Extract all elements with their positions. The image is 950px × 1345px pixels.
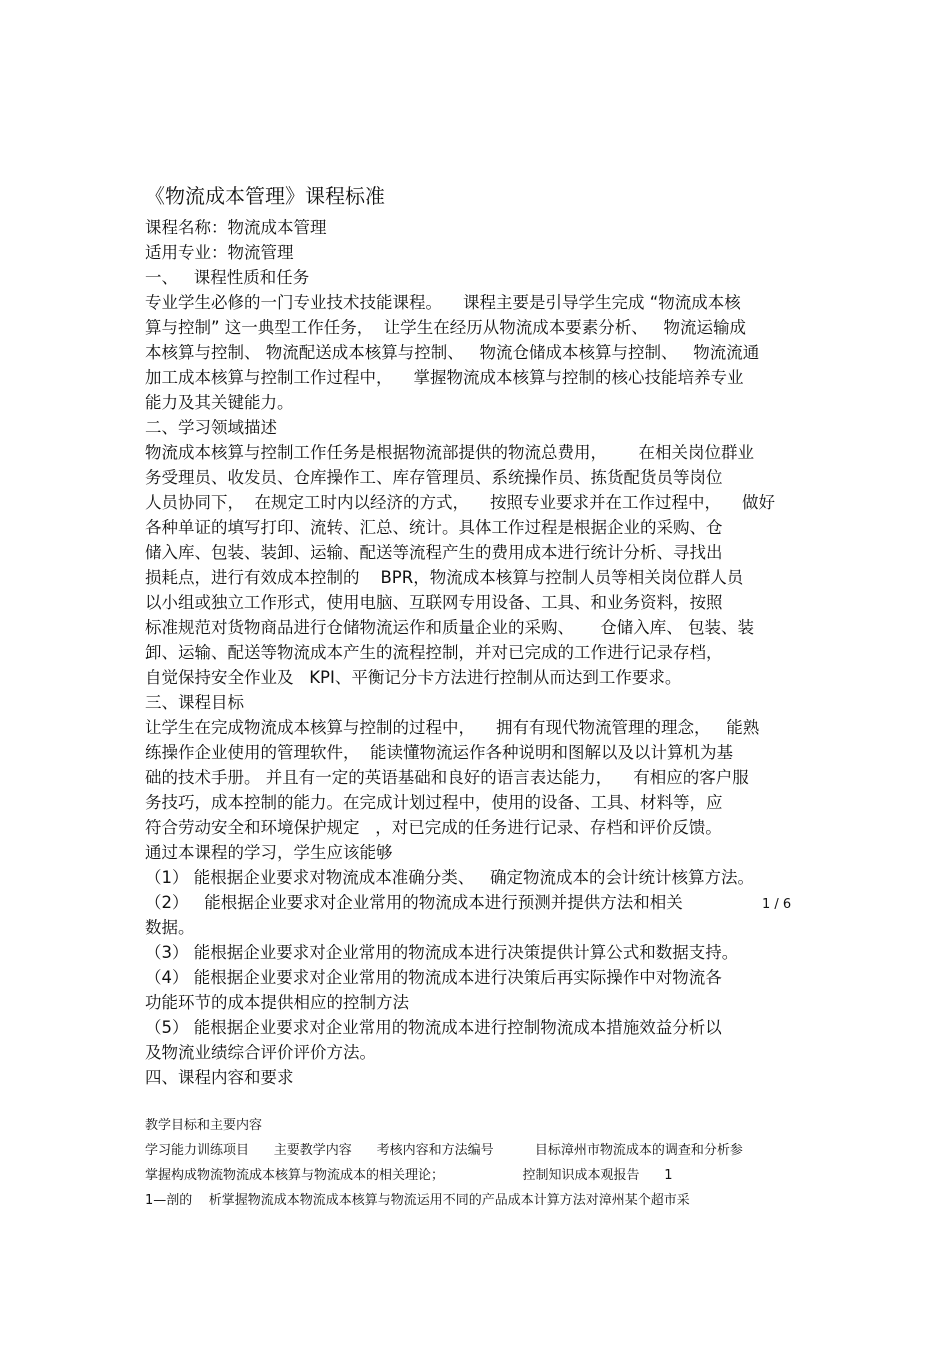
text-line: 练操作企业使用的管理软件， 能读懂物流运作各种说明和图解以及以计算机为基 bbox=[145, 743, 733, 762]
text-line: 各种单证的填写打印、流转、汇总、统计。具体工作过程是根据企业的采购、仓 bbox=[145, 518, 723, 537]
text-line: 物流成本核算与控制工作任务是根据物流部提供的物流总费用， 在相关岗位群业 bbox=[145, 443, 754, 462]
text-line: 储入库、包装、装卸、运输、配送等流程产生的费用成本进行统计分析、寻找出 bbox=[145, 543, 723, 562]
text-line: 适用专业：物流管理 bbox=[145, 243, 294, 262]
text-line: 本核算与控制、 物流配送成本核算与控制、 物流仓储成本核算与控制、 物流流通 bbox=[145, 343, 760, 362]
list-item: （2） 能根据企业要求对企业常用的物流成本进行预测并提供方法和相关 bbox=[145, 893, 683, 912]
text-line: 务受理员、收发员、仓库操作工、库存管理员、系统操作员、拣货配货员等岗位 bbox=[145, 468, 723, 487]
list-item: （5） 能根据企业要求对企业常用的物流成本进行控制物流成本措施效益分析以 bbox=[145, 1018, 722, 1037]
section-heading: 二、学习领域描述 bbox=[145, 418, 277, 437]
small-text-line: 教学目标和主要内容 bbox=[145, 1118, 263, 1133]
text-line: 专业学生必修的一门专业技术技能课程。 课程主要是引导学生完成 “物流成本核 bbox=[145, 293, 741, 312]
text-line: 损耗点，进行有效成本控制的 BPR，物流成本核算与控制人员等相关岗位群人员 bbox=[145, 568, 744, 587]
text-line: 自觉保持安全作业及 KPI、平衡记分卡方法进行控制从而达到工作要求。 bbox=[145, 668, 682, 687]
section-heading: 三、课程目标 bbox=[145, 693, 244, 712]
text-line: 算与控制” 这一典型工作任务， 让学生在经历从物流成本要素分析、 物流运输成 bbox=[145, 318, 747, 337]
text-line: 数据。 bbox=[145, 918, 195, 937]
text-line: 以小组或独立工作形式，使用电脑、互联网专用设备、工具、和业务资料，按照 bbox=[145, 593, 723, 612]
section-heading: 四、课程内容和要求 bbox=[145, 1068, 294, 1087]
text-line: 能力及其关键能力。 bbox=[145, 393, 294, 412]
text-line: 功能环节的成本提供相应的控制方法 bbox=[145, 993, 409, 1012]
text-line: 标准规范对货物商品进行仓储物流运作和质量企业的采购、 仓储入库、 包装、装 bbox=[145, 618, 754, 637]
text-line: 加工成本核算与控制工作过程中， 掌握物流成本核算与控制的核心技能培养专业 bbox=[145, 368, 744, 387]
text-line: 础的技术手册。 并且有一定的英语基础和良好的语言表达能力， 有相应的客户服 bbox=[145, 768, 749, 787]
list-item: （4） 能根据企业要求对企业常用的物流成本进行决策后再实际操作中对物流各 bbox=[145, 968, 722, 987]
document-title: 《物流成本管理》课程标准 bbox=[145, 184, 385, 208]
text-line: 及物流业绩综合评价评价方法。 bbox=[145, 1043, 376, 1062]
small-text-line: 掌握构成物流物流成本核算与物流成本的相关理论； 控制知识成本观报告 1 bbox=[145, 1168, 673, 1183]
text-line: 卸、运输、配送等物流成本产生的流程控制，并对已完成的工作进行记录存档， bbox=[145, 643, 723, 662]
text-line: 通过本课程的学习，学生应该能够 bbox=[145, 843, 393, 862]
text-line: 务技巧，成本控制的能力。在完成计划过程中，使用的设备、工具、材料等，应 bbox=[145, 793, 723, 812]
text-line: 符合劳动安全和环境保护规定 ，对已完成的任务进行记录、存档和评价反馈。 bbox=[145, 818, 722, 837]
list-item: （1） 能根据企业要求对物流成本准确分类、 确定物流成本的会计统计核算方法。 bbox=[145, 868, 754, 887]
text-line: 让学生在完成物流成本核算与控制的过程中， 拥有有现代物流管理的理念， 能熟 bbox=[145, 718, 760, 737]
section-heading: 一、 课程性质和任务 bbox=[145, 268, 310, 287]
text-line: 人员协同下， 在规定工时内以经济的方式， 按照专业要求并在工作过程中， 做好 bbox=[145, 493, 775, 512]
page-number: 1 / 6 bbox=[762, 897, 792, 912]
text-line: 课程名称：物流成本管理 bbox=[145, 218, 327, 237]
small-text-line: 学习能力训练项目 主要教学内容 考核内容和方法编号 目标漳州市物流成本的调查和分析参 bbox=[145, 1143, 743, 1158]
list-item: （3） 能根据企业要求对企业常用的物流成本进行决策提供计算公式和数据支持。 bbox=[145, 943, 739, 962]
small-text-line: 1—剖的 析掌握物流成本物流成本核算与物流运用不同的产品成本计算方法对漳州某个超市采 bbox=[145, 1193, 690, 1208]
